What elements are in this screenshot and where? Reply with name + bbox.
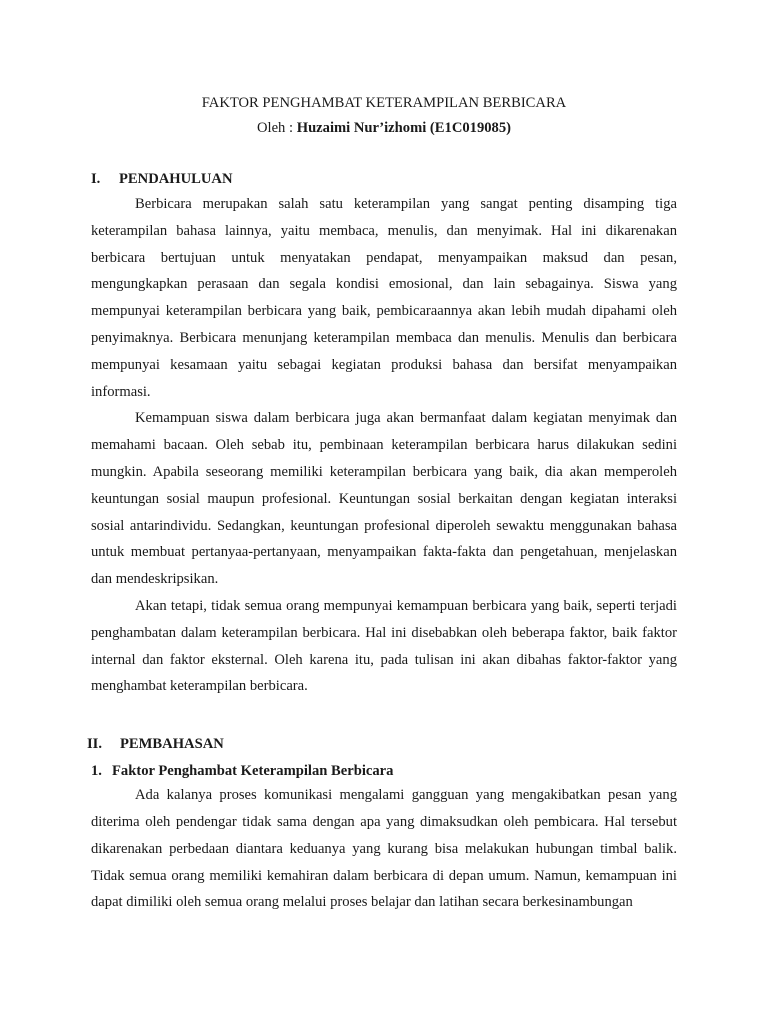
byline-prefix: Oleh : xyxy=(256,120,297,136)
document-title: FAKTOR PENGHAMBAT KETERAMPILAN BERBICARA xyxy=(201,95,567,111)
paragraph: Kemampuan siswa dalam berbicara juga akan bermanfaat dalam kegiatan menyimak dan memahami bacaan. Oleh sebab itu, pembinaan keterampilan berbicara harus dilakukan sedini mungkin. Apabila seseorang memiliki keterampilan berbicara yang baik, dia akan memperoleh keuntungan sosial maupun profesional. Keuntungan sosial berkaitan dengan kegiatan interaksi sosial antarindividu. Sedangkan, keuntungan profesional diperoleh sewaktu menggunakan bahasa untuk membuat pertanyaa-pertanyaan, menyampaikan fakta-fakta dan pengetahuan, menjelaskan dan mendeskripsikan. xyxy=(91,410,677,588)
subsection-number: 1. xyxy=(91,763,102,780)
section-heading-pendahuluan xyxy=(91,169,677,189)
section-number: II. xyxy=(87,736,103,753)
author-name: Huzaimi Nur’izhomi (E1C019085) xyxy=(296,120,512,136)
byline xyxy=(91,118,677,138)
section-title: PEMBAHASAN xyxy=(120,736,224,753)
paragraph: Akan tetapi, tidak semua orang mempunyai kemampuan berbicara yang baik, seperti terjadi penghambatan dalam keterampilan berbicara. Hal ini disebabkan oleh beberapa faktor, baik faktor internal dan faktor eksternal. Oleh karena itu, pada tulisan ini akan dibahas faktor-faktor yang menghambat keterampilan berbicara. xyxy=(91,597,677,695)
section-title: PENDAHULUAN xyxy=(119,171,233,187)
subsection-heading xyxy=(91,761,677,781)
subsection-title: Faktor Penghambat Keterampilan Berbicara xyxy=(112,763,394,780)
paragraph: Ada kalanya proses komunikasi mengalami gangguan yang mengakibatkan pesan yang diterima oleh pendengar tidak sama dengan apa yang dimaksudkan oleh pembicara. Hal tersebut dikarenakan perbedaan diantara keduanya yang kurang bisa melakukan hubungan timbal balik. Tidak semua orang memiliki kemahiran dalam berbicara di depan umum. Namun, kemampuan ini dapat dimiliki oleh semua orang melalui proses belajar dan latihan secara berkesinambungan xyxy=(91,787,677,911)
document-page xyxy=(87,93,677,916)
section-heading-pembahasan xyxy=(87,734,677,754)
paragraph: Berbicara merupakan salah satu keterampilan yang sangat penting disamping tiga keterampilan bahasa lainnya, yaitu membaca, menulis, dan menyimak. Hal ini dikarenakan berbicara bertujuan untuk menyatakan pendapat, menyampaikan maksud dan pesan, mengungkapkan perasaan dan segala kondisi emosional, dan lain sebagainya. Siswa yang mempunyai keterampilan berbicara yang baik, pembicaraannya akan lebih mudah dipahami oleh penyimaknya. Berbicara menunjang keterampilan membaca dan menulis. Menulis dan berbicara mempunyai kesamaan yaitu sebagai kegiatan produksi bahasa dan bersifat menyampaikan informasi. xyxy=(91,196,677,400)
section-number: I. xyxy=(91,171,101,187)
